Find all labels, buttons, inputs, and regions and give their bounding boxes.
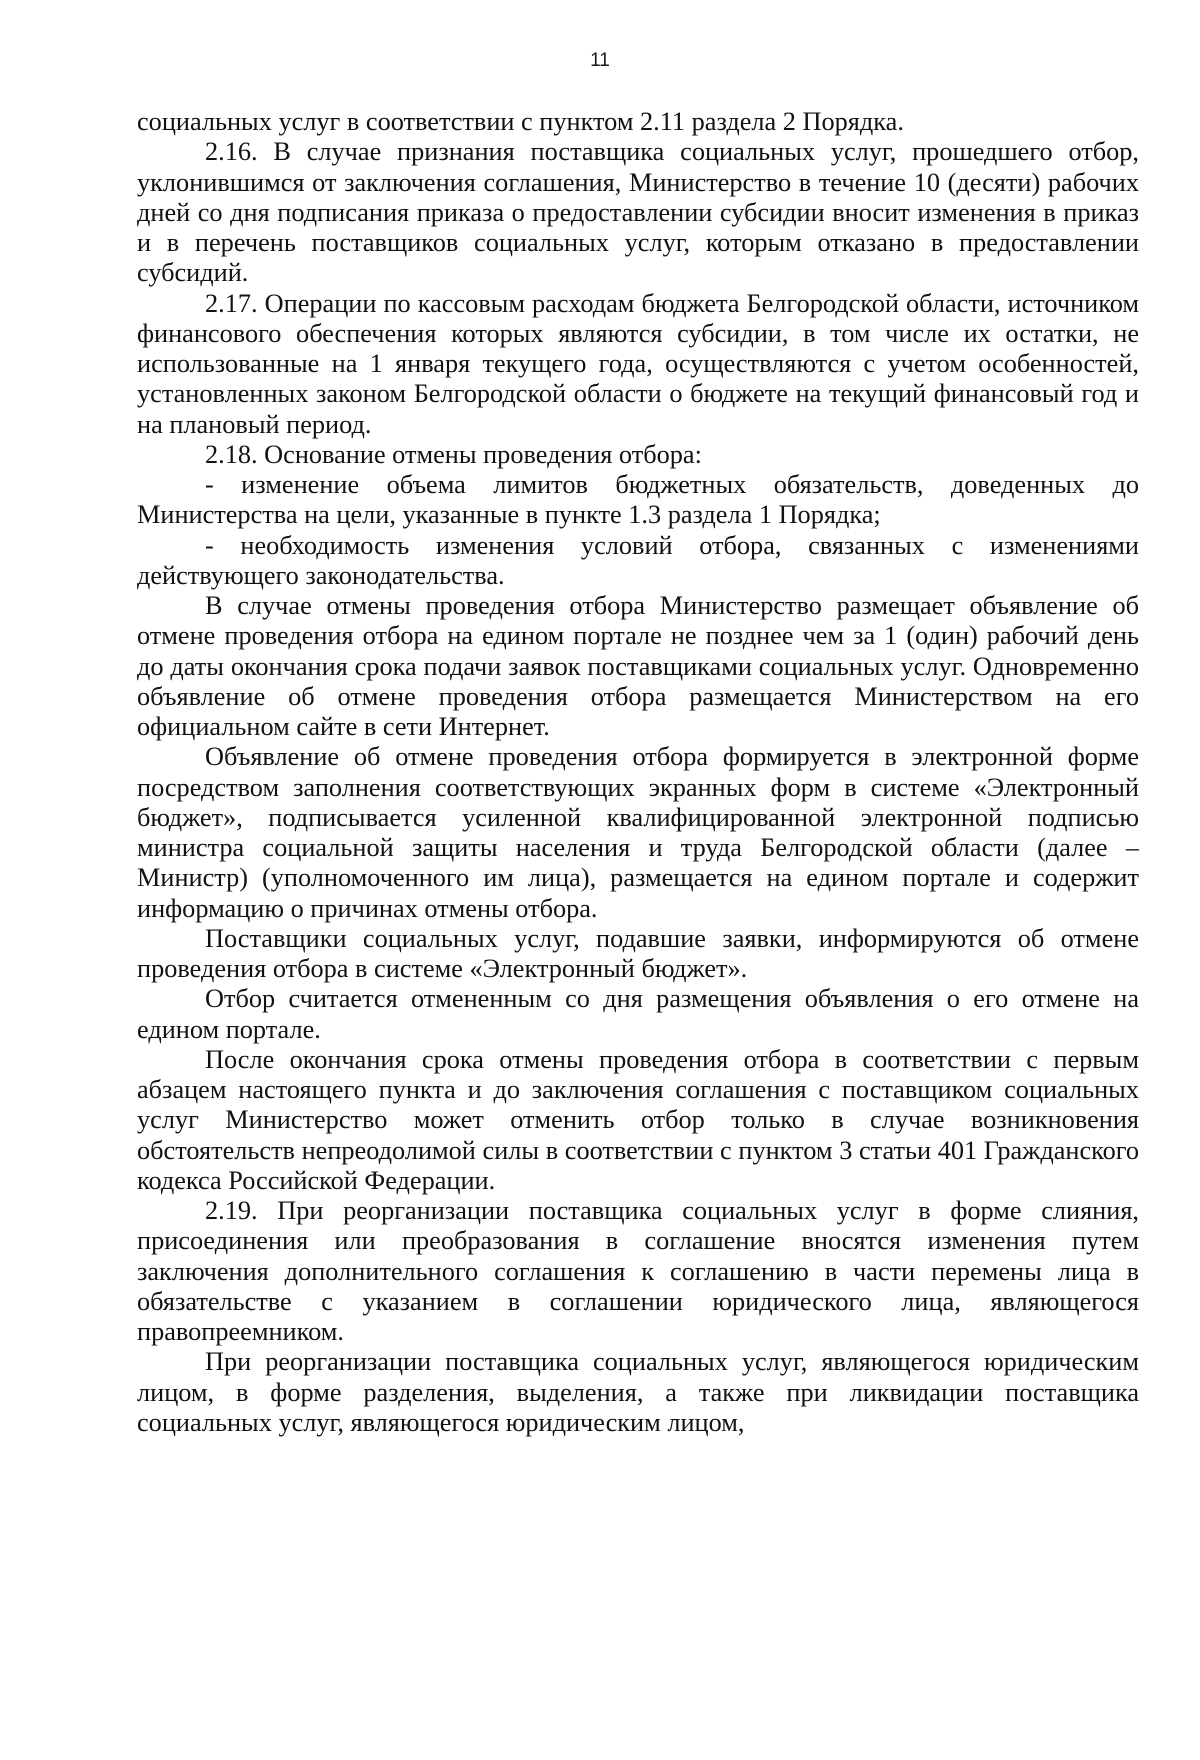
- paragraph-announcement-form: Объявление об отмене проведения отбора формируется в электронной форме посредством заполнения соответствующих экранных форм в системе «Электронный бюджет», подписывается усиленной квалифицированной электронной подписью министра социальной защиты населения и труда Белгородской области (далее – Министр) (уполномоченного им лица), размещается на едином портале и содержит информацию о причинах отмены отбора.: [137, 742, 1139, 923]
- paragraph-selection-cancelled: Отбор считается отмененным со дня размещения объявления о его отмене на едином портале.: [137, 984, 1139, 1044]
- paragraph-continuation: социальных услуг в соответствии с пунктом 2.11 раздела 2 Порядка.: [137, 107, 904, 136]
- page-number: 11: [590, 50, 610, 71]
- paragraph-2-19: 2.19. При реорганизации поставщика социальных услуг в форме слияния, присоединения или преобразования в соглашение вносятся изменения путем заключения дополнительного соглашения к соглашению в части перемены лица в обязательстве с указанием в соглашении юридического лица, являющегося правопреемником.: [137, 1196, 1139, 1346]
- document-body: [137, 107, 1139, 1438]
- list-item-conditions-change: - необходимость изменения условий отбора, связанных с изменениями действующего законодательства.: [137, 530, 1139, 590]
- list-item-limits-change: - изменение объема лимитов бюджетных обязательств, доведенных до Министерства на цели, указанные в пункте 1.3 раздела 1 Порядка;: [137, 470, 1139, 530]
- paragraph-force-majeure: После окончания срока отмены проведения отбора в соответствии с первым абзацем настоящего пункта и до заключения соглашения с поставщиком социальных услуг Министерство может отменить отбор только в случае возникновения обстоятельств непреодолимой силы в соответствии с пунктом 3 статьи 401 Гражданского кодекса Российской Федерации.: [137, 1044, 1139, 1195]
- paragraph-2-17: 2.17. Операции по кассовым расходам бюджета Белгородской области, источником финансового обеспечения которых являются субсидии, в том числе их остатки, не использованные на 1 января текущего года, осуществляются с учетом особенностей, установленных законом Белгородской области о бюджете на текущий финансовый год и на плановый период.: [137, 288, 1139, 439]
- paragraph-reorganization-liquidation: При реорганизации поставщика социальных услуг, являющегося юридическим лицом, в форме разделения, выделения, а также при ликвидации поставщика социальных услуг, являющегося юридическим лицом,: [137, 1347, 1139, 1437]
- paragraph-suppliers-informed: Поставщики социальных услуг, подавшие заявки, информируются об отмене проведения отбора в системе «Электронный бюджет».: [137, 923, 1139, 983]
- paragraph-2-18-heading: 2.18. Основание отмены проведения отбора:: [205, 439, 702, 469]
- paragraph-2-16: 2.16. В случае признания поставщика социальных услуг, прошедшего отбор, уклонившимся от заключения соглашения, Министерство в течение 10 (десяти) рабочих дней со дня подписания приказа о предоставлении субсидии вносит изменения в приказ и в перечень поставщиков социальных услуг, которым отказано в предоставлении субсидий.: [137, 137, 1139, 288]
- paragraph-cancellation-announcement: В случае отмены проведения отбора Министерство размещает объявление об отмене проведения отбора на едином портале не позднее чем за 1 (один) рабочий день до даты окончания срока подачи заявок поставщиками социальных услуг. Одновременно объявление об отмене проведения отбора размещается Министерством на его официальном сайте в сети Интернет.: [137, 591, 1139, 741]
